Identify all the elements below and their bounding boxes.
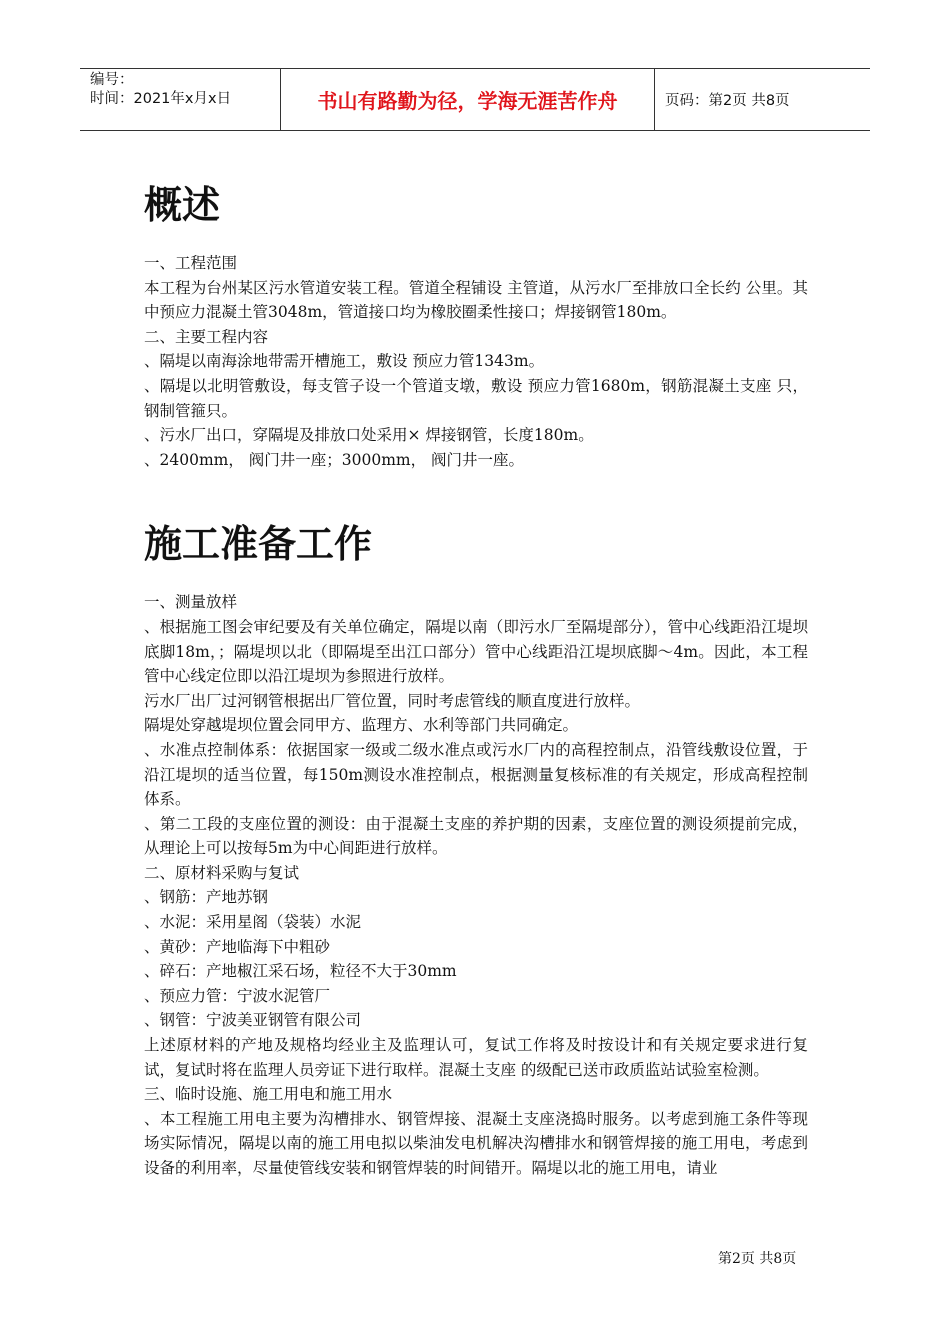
section-preparation bbox=[144, 590, 808, 1180]
paragraph: 、污水厂出口，穿隔堤及排放口处采用× 焊接钢管，长度180m。 bbox=[144, 426, 594, 445]
page-header bbox=[80, 68, 870, 131]
paragraph: 、钢管：宁波美亚钢管有限公司 bbox=[144, 1011, 362, 1030]
section-overview bbox=[144, 251, 808, 472]
document-date: 时间：2021年x月x日 bbox=[90, 91, 232, 107]
paragraph: 二、主要工程内容 bbox=[144, 327, 269, 346]
document-body bbox=[144, 175, 808, 1181]
header-page-number: 页码：第2页 共8页 bbox=[665, 93, 790, 109]
paragraph: 、预应力管：宁波水泥管厂 bbox=[144, 986, 331, 1005]
paragraph: 、第二工段的支座位置的测设：由于混凝土支座的养护期的因素，支座位置的测设须提前完成，从理论上可以按每5m为中心间距进行放样。 bbox=[144, 814, 808, 858]
paragraph: 、黄砂：产地临海下中粗砂 bbox=[144, 937, 331, 956]
paragraph: 本工程为台州某区污水管道安装工程。管道全程铺设 主管道，从污水厂至排放口全长约 公里。其中预应力混凝土管3048m，管道接口均为橡胶圈柔性接口；焊接钢管180m。 bbox=[144, 278, 808, 322]
paragraph: 、碎石：产地椒江采石场，粒径不大于30mm bbox=[144, 962, 457, 981]
paragraph: 隔堤处穿越堤坝位置会同甲方、监理方、水利等部门共同确定。 bbox=[144, 716, 579, 735]
paragraph: 、2400mm， 阀门井一座；3000mm， 阀门井一座。 bbox=[144, 450, 525, 469]
paragraph: 一、工程范围 bbox=[144, 254, 238, 272]
paragraph: 、水泥：采用星阁（袋装）水泥 bbox=[144, 913, 362, 932]
paragraph: 、本工程施工用电主要为沟槽排水、钢管焊接、混凝土支座浇捣时服务。以考虑到施工条件等现场实际情况，隔堤以南的施工用电拟以柴油发电机解决沟槽排水和钢管焊接的施工用电，考虑到设备的利用率，尽量使管线安装和钢管焊装的时间错开。隔堤以北的施工用电，请业 bbox=[144, 1109, 808, 1177]
paragraph: 一、测量放样 bbox=[144, 593, 238, 612]
paragraph: 三、临时设施、施工用电和施工用水 bbox=[144, 1085, 393, 1104]
header-motto: 书山有路勤为径，学海无涯苦作舟 bbox=[281, 69, 655, 130]
paragraph: 、隔堤以北明管敷设，每支管子设一个管道支墩，敷设 预应力管1680m，钢筋混凝土支座 只，钢制管箍只。 bbox=[144, 376, 808, 420]
paragraph: 、钢筋：产地苏钢 bbox=[144, 888, 269, 907]
paragraph: 上述原材料的产地及规格均经业主及监理认可，复试工作将及时按设计和有关规定要求进行复试，复试时将在监理人员旁证下进行取样。混凝土支座 的级配已送市政质监站试验室检测。 bbox=[144, 1036, 808, 1079]
section-heading-preparation: 施工准备工作 bbox=[144, 522, 373, 567]
header-info bbox=[80, 69, 281, 130]
section-heading-overview: 概述 bbox=[144, 183, 221, 227]
paragraph: 污水厂出厂过河钢管根据出厂管位置，同时考虑管线的顺直度进行放样。 bbox=[144, 691, 641, 710]
page-footer: 第2页 共8页 bbox=[718, 1251, 797, 1267]
paragraph: 、根据施工图会审纪要及有关单位确定，隔堤以南（即污水厂至隔堤部分），管中心线距沿江堤坝底脚18m，；隔堤坝以北（即隔堤至出江口部分）管中心线距沿江堤坝底脚～4m。因此，本工程管中心线定位即以沿江堤坝为参照进行放样。 bbox=[144, 617, 808, 686]
paragraph: 二、原材料采购与复试 bbox=[144, 863, 300, 882]
paragraph: 、水准点控制体系：依据国家一级或二级水准点或污水厂内的高程控制点，沿管线敷设位置，于沿江堤坝的适当位置，每150m测设水准控制点，根据测量复核标准的有关规定，形成高程控制体系。 bbox=[144, 740, 808, 809]
document-number: 编号： bbox=[90, 72, 134, 88]
paragraph: 、隔堤以南海涂地带需开槽施工，敷设 预应力管1343m。 bbox=[144, 352, 545, 371]
